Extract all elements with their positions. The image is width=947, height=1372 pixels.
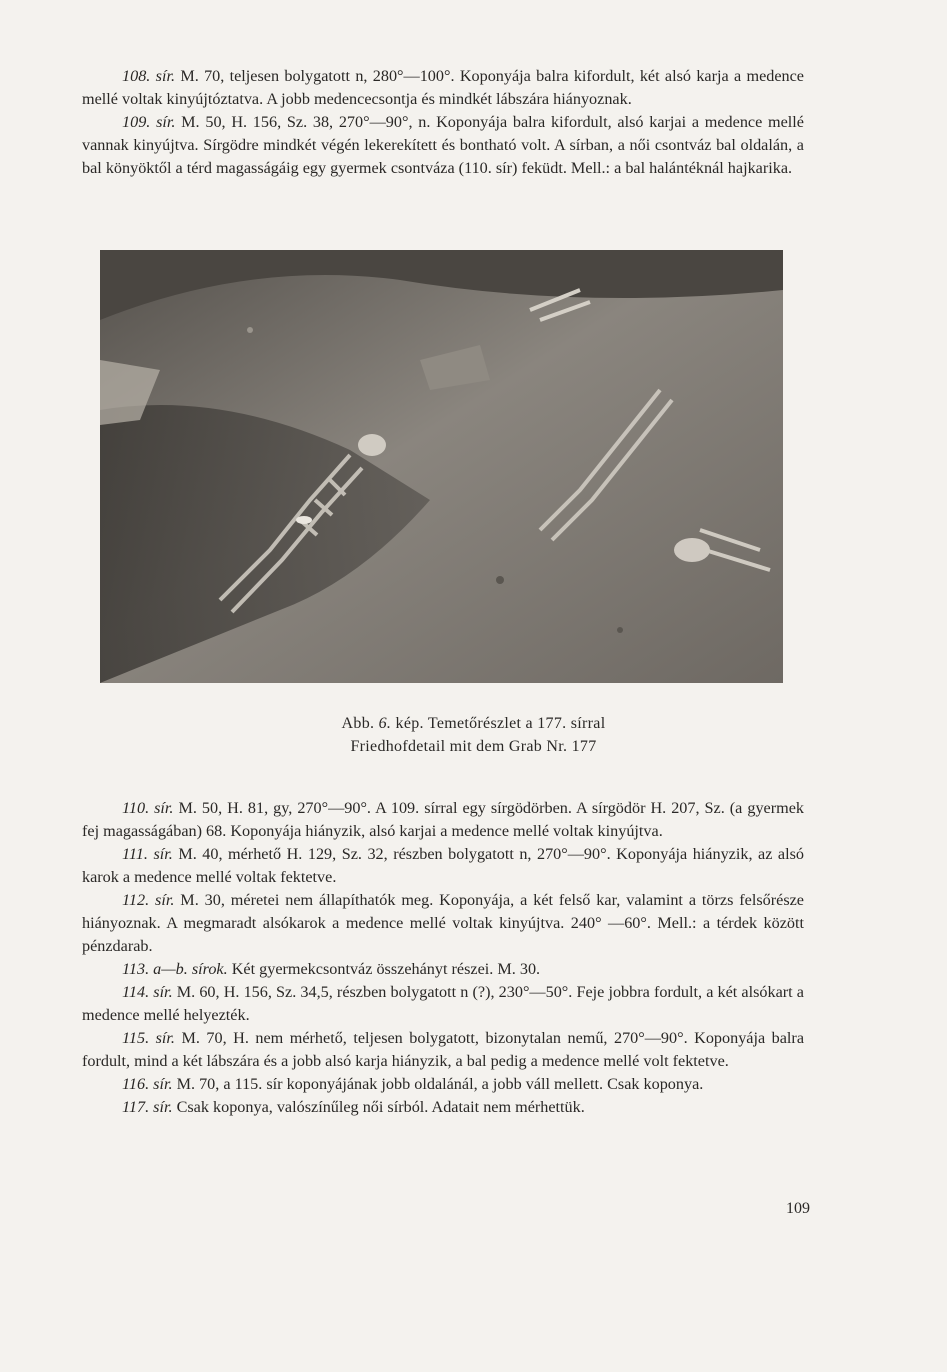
caption-number: 6. bbox=[378, 715, 392, 732]
caption-prefix: Abb. bbox=[341, 715, 375, 732]
grave-number: 116. sír. bbox=[122, 1075, 173, 1093]
grave-description: M. 70, teljesen bolygatott n, 280°—100°. Koponyája balra kifordult, két alsó karja a medence mellé voltak kinyújtóztatva. A jobb medencecsontja és mindkét lábszára hiányoznak. bbox=[82, 67, 804, 108]
grave-entry-117 bbox=[82, 1096, 804, 1119]
grave-description: Csak koponya, valószínűleg női sírból. Adatait nem mérhettük. bbox=[172, 1098, 585, 1116]
grave-number: 109. sír. bbox=[122, 113, 176, 131]
text-block-top bbox=[82, 65, 804, 180]
grave-description: M. 50, H. 81, gy, 270°—90°. A 109. sírral egy sírgödörben. A sírgödör H. 207, Sz. (a gyermek fej magasságában) 68. Koponyája hiányzik, alsó karjai a medence mellé voltak kinyújtva. bbox=[82, 799, 804, 840]
grave-description: M. 60, H. 156, Sz. 34,5, részben bolygatott n (?), 230°—50°. Feje jobbra fordult, a két alsókart a medence mellé helyezték. bbox=[82, 983, 804, 1024]
grave-entry-116 bbox=[82, 1073, 804, 1096]
grave-entry-112 bbox=[82, 889, 804, 958]
grave-description: M. 30, méretei nem állapíthatók meg. Koponyája, a két felső kar, valamint a törzs felsőrésze hiányoznak. A megmaradt alsókarok a medence mellé voltak kinyújtva. 240° —60°. Mell.: a térdek között pénzdarab. bbox=[82, 891, 804, 955]
page-number: 109 bbox=[786, 1200, 810, 1217]
figure-caption-german: Friedhofdetail mit dem Grab Nr. 177 bbox=[350, 738, 597, 755]
grave-description: M. 70, H. nem mérhető, teljesen bolygatott, bizonytalan nemű, 270°—90°. Koponyája balra fordult, mind a két lábszára és a jobb alsó karja hiányzik, a bal pedig a medence mellé volt fektetve. bbox=[82, 1029, 805, 1070]
grave-description: M. 70, a 115. sír koponyájának jobb oldalánál, a jobb váll mellett. Csak koponya. bbox=[172, 1075, 704, 1093]
grave-entry-108 bbox=[82, 65, 804, 111]
excavation-photo-image bbox=[100, 250, 783, 683]
grave-number: 114. sír. bbox=[122, 983, 173, 1001]
excavation-photo bbox=[100, 250, 783, 683]
grave-entry-110 bbox=[82, 797, 804, 843]
grave-number: 115. sír. bbox=[122, 1029, 175, 1047]
grave-number: 110. sír. bbox=[122, 799, 174, 817]
grave-entry-109 bbox=[82, 111, 804, 180]
grave-entry-113 bbox=[82, 958, 804, 981]
grave-entry-111 bbox=[82, 843, 804, 889]
grave-description: M. 40, mérhető H. 129, Sz. 32, részben bolygatott n, 270°—90°. Koponyája hiányzik, az alsó karok a medence mellé voltak fektetve. bbox=[82, 845, 804, 886]
caption-text: kép. Temetőrészlet a 177. sírral bbox=[395, 715, 606, 732]
grave-number: 112. sír. bbox=[122, 891, 175, 909]
grave-entry-114 bbox=[82, 981, 804, 1027]
grave-description: Két gyermekcsontváz összehányt részei. M. 30. bbox=[227, 960, 541, 978]
grave-entry-115 bbox=[82, 1027, 804, 1073]
grave-number: 108. sír. bbox=[122, 67, 175, 85]
grave-number: 113. a—b. sírok. bbox=[122, 960, 228, 978]
figure-caption-hungarian bbox=[0, 712, 947, 735]
grave-description: M. 50, H. 156, Sz. 38, 270°—90°, n. Koponyája balra kifordult, alsó karjai a medence mellé vannak kinyújtva. Sírgödre mindkét végén lekerekített és bontható volt. A sírban, a női csontváz bal oldalán, a bal könyöktől a térd magasságáig egy gyermek csontváza (110. sír) feküdt. Mell.: a bal halántéknál hajkarika. bbox=[82, 113, 804, 177]
text-block-bottom bbox=[82, 797, 804, 1119]
grave-number: 117. sír. bbox=[122, 1098, 173, 1116]
grave-number: 111. sír. bbox=[122, 845, 173, 863]
